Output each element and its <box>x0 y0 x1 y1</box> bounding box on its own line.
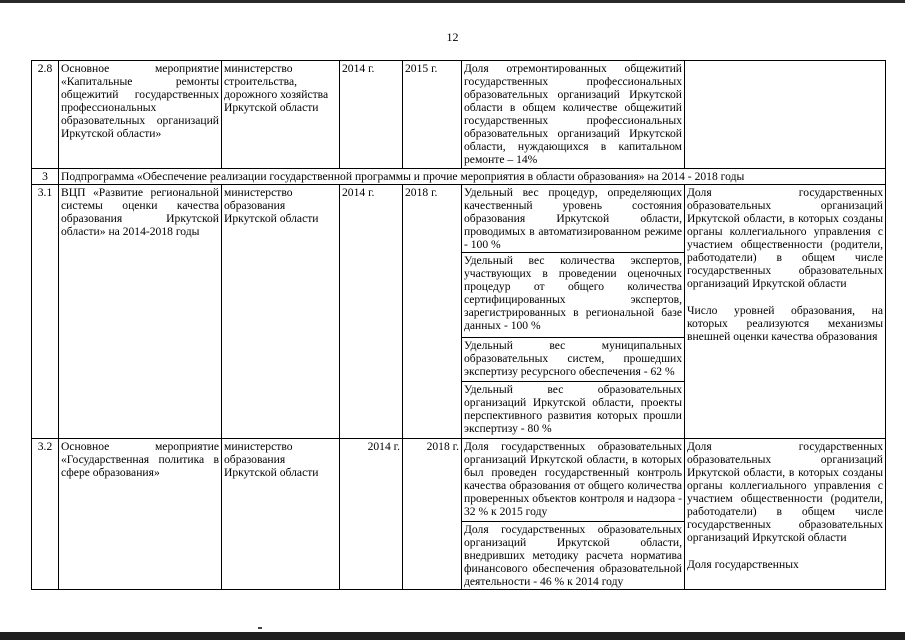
program-indicator-text: Число уровней образования, на которых реализуются механизмы внешней оценки качества образования <box>687 304 883 343</box>
event-cell: ВЦП «Развитие региональной системы оценки качества образования Иркутской области» на 2014-2018 годы <box>59 185 222 439</box>
table-row-3-1 <box>32 185 886 253</box>
end-year-cell: 2018 г. <box>403 439 462 590</box>
row-number: 3 <box>32 169 59 185</box>
page-number: 12 <box>446 30 459 44</box>
indicator-cell: Доля государственных образовательных организаций Иркутской области, внедривших методику расчета норматива финансового обеспечения образовательной деятельности - 46 % к 2014 году <box>462 522 685 590</box>
indicator-cell: Доля государственных образовательных организаций Иркутской области, в которых был проведен государственный контроль качества образования от общего количества проверенных объектов контроля и надзора - 32 % к 2015 году <box>462 439 685 522</box>
indicator-cell: Удельный вес образовательных организаций Иркутской области, проекты перспективного развития которых прошли экспертизу - 80 % <box>462 382 685 439</box>
event-cell: Основное мероприятие «Капитальные ремонты общежитий государственных профессиональных образовательных организаций Иркутской области» <box>59 61 222 169</box>
indicator-cell: Удельный вес процедур, определяющих качественный уровень состояния образования Иркутской области, проводимых в автоматизированном режиме - 100 % <box>462 185 685 253</box>
scan-top-edge <box>0 0 905 3</box>
program-indicator-cell <box>685 439 886 590</box>
subprogram-title: Подпрограмма «Обеспечение реализации государственной программы и прочие мероприятия в области образования» на 2014 - 2018 годы <box>59 169 886 185</box>
row-number: 3.1 <box>32 185 59 439</box>
event-cell: Основное мероприятие «Государственная политика в сфере образования» <box>59 439 222 590</box>
scan-bottom-edge <box>0 632 905 640</box>
row-number: 2.8 <box>32 61 59 169</box>
program-indicator-cell <box>685 61 886 169</box>
start-year-cell: 2014 г. <box>340 61 403 169</box>
program-indicator-text: Доля государственных образовательных организаций Иркутской области, в которых созданы органы коллегиального управления с участием общественности (родители, работодатели) в общем числе государственных образовательных организаций Иркутской области <box>687 440 883 544</box>
executor-cell: министерство образования Иркутской области <box>222 185 340 439</box>
end-year-cell: 2015 г. <box>403 61 462 169</box>
activities-table <box>31 60 886 590</box>
end-year-cell: 2018 г. <box>403 185 462 439</box>
indicator-cell: Доля отремонтированных общежитий государственных профессиональных образовательных организаций Иркутской области в общем количестве общежитий государственных профессиональных образовательных организаций Иркутской области, нуждающихся в капитальном ремонте – 14% <box>462 61 685 169</box>
table-row-3-2 <box>32 439 886 522</box>
executor-cell: министерство строительства, дорожного хозяйства Иркутской области <box>222 61 340 169</box>
program-indicator-text: Доля государственных <box>687 558 799 571</box>
indicator-cell: Удельный вес количества экспертов, участвующих в проведении оценочных процедур от общего количества сертифицированных экспертов, зарегистрированных в региональной базе данных - 100 % <box>462 253 685 338</box>
program-indicator-cell <box>685 185 886 439</box>
start-year-cell: 2014 г. <box>340 439 403 590</box>
indicator-cell: Удельный вес муниципальных образовательных систем, прошедших экспертизу ресурсного обеспечения - 62 % <box>462 338 685 382</box>
table-row-3 <box>32 169 886 185</box>
table-row-2-8 <box>32 61 886 169</box>
scan-speck <box>258 627 262 629</box>
row-number: 3.2 <box>32 439 59 590</box>
start-year-cell: 2014 г. <box>340 185 403 439</box>
program-indicator-text: Доля государственных образовательных организаций Иркутской области, в которых созданы органы коллегиального управления с участием общественности (родители, работодатели) в общем числе государственных образовательных организаций Иркутской области <box>687 186 883 290</box>
executor-cell: министерство образования Иркутской области <box>222 439 340 590</box>
